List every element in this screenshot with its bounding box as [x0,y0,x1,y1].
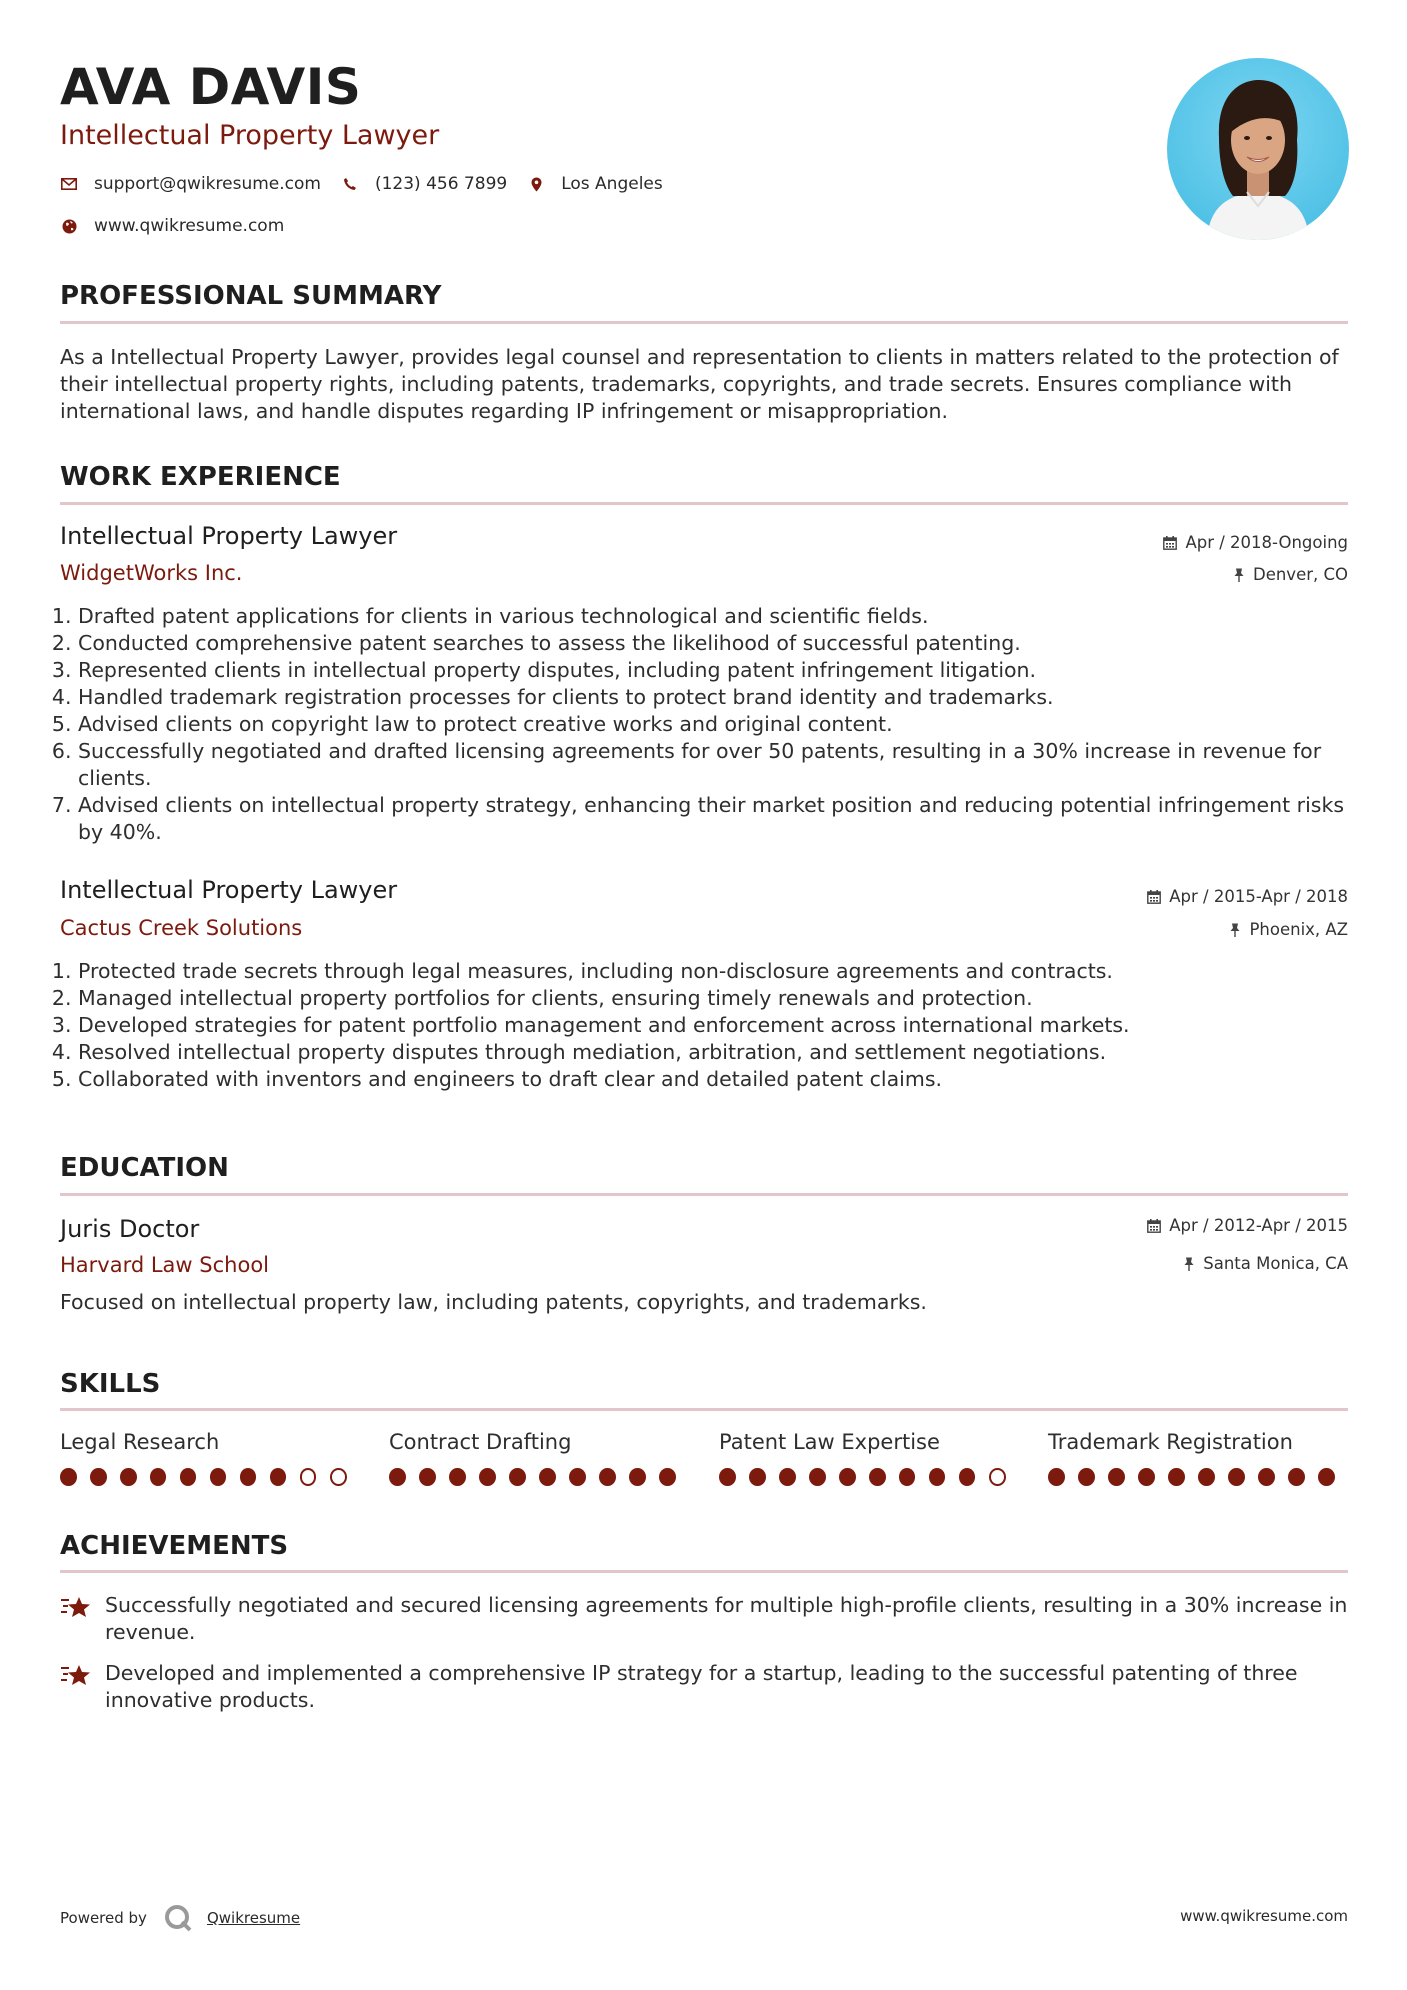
rating-dot-filled [1198,1468,1215,1486]
job-dates [1163,533,1348,552]
pushpin-icon [1183,1257,1195,1271]
rating-dot-empty [989,1468,1006,1486]
rating-dot-filled [1138,1468,1155,1486]
rating-dot-filled [210,1468,227,1486]
job-title: Intellectual Property Lawyer [60,522,398,550]
company-name: Cactus Creek Solutions [60,916,303,940]
list-item: 3. Represented clients in intellectual property disputes, including patent infringement litigation. [78,657,1348,684]
list-item: 7. Advised clients on intellectual property strategy, enhancing their market position and reducing potential infringement risks by 40%. [78,792,1348,846]
contact-phone[interactable] [341,174,507,194]
skills-heading: SKILLS [60,1369,161,1399]
rating-dot-filled [749,1468,766,1486]
rating-dot-filled [869,1468,886,1486]
skill-item [1048,1430,1348,1486]
degree-title: Juris Doctor [60,1215,200,1243]
achievement-item [60,1660,1348,1714]
contact-email[interactable] [60,174,321,194]
achievement-text: Developed and implemented a comprehensive IP strategy for a startup, leading to the successful patenting of three innovative products. [105,1661,1298,1712]
rating-dot-filled [60,1468,77,1486]
rating-dot-filled [150,1468,167,1486]
skill-item [719,1430,1019,1486]
star-icon [60,1660,105,1714]
phone-icon [341,175,359,193]
footer-powered [60,1903,300,1933]
rating-dot-filled [629,1468,646,1486]
rating-dot-empty [300,1468,317,1486]
rating-dot-filled [899,1468,916,1486]
education-description: Focused on intellectual property law, including patents, copyrights, and trademarks. [60,1290,927,1314]
rating-dot-filled [509,1468,526,1486]
job-dates-text: Apr / 2018-Ongoing [1185,533,1348,552]
education-location [1183,1254,1348,1273]
school-name: Harvard Law School [60,1253,269,1277]
candidate-title: Intellectual Property Lawyer [60,120,440,151]
calendar-icon [1147,1219,1161,1233]
star-icon [60,1592,105,1646]
rating-dot-filled [419,1468,436,1486]
list-item: 2. Managed intellectual property portfolios for clients, ensuring timely renewals and protection. [78,985,1348,1012]
skill-name: Legal Research [60,1430,220,1454]
education-location-text: Santa Monica, CA [1203,1254,1348,1273]
achievement-item [60,1592,1348,1646]
globe-icon [60,217,78,235]
contact-location [527,174,663,194]
rating-dot-filled [90,1468,107,1486]
rating-dot-filled [779,1468,796,1486]
phone-text: (123) 456 7899 [374,174,508,194]
website-row [60,216,304,236]
rating-dot-filled [1288,1468,1305,1486]
education-dates [1147,1216,1348,1235]
list-item: 5. Advised clients on copyright law to protect creative works and original content. [78,711,1348,738]
rating-dot-filled [389,1468,406,1486]
list-item: 4. Resolved intellectual property disputes through mediation, arbitration, and settlement negotiations. [78,1039,1348,1066]
rating-dot-filled [240,1468,257,1486]
website-text: www.qwikresume.com [94,216,285,236]
skill-rating [389,1468,689,1486]
rating-dot-filled [180,1468,197,1486]
achievements-heading: ACHIEVEMENTS [60,1531,289,1561]
list-item: 5. Collaborated with inventors and engineers to draft clear and detailed patent claims. [78,1066,1348,1093]
rating-dot-filled [1078,1468,1095,1486]
rating-dot-filled [929,1468,946,1486]
rating-dot-filled [539,1468,556,1486]
calendar-icon [1147,890,1161,904]
skill-name: Contract Drafting [389,1430,572,1454]
calendar-icon [1163,536,1177,550]
rating-dot-filled [659,1468,676,1486]
skill-item [389,1430,689,1486]
brand-link[interactable]: Qwikresume [206,1909,301,1927]
job-bullets [60,958,1348,1093]
rating-dot-filled [270,1468,287,1486]
skill-rating [719,1468,1019,1486]
rating-dot-filled [1108,1468,1125,1486]
candidate-name: AVA DAVIS [60,58,362,116]
rating-dot-filled [809,1468,826,1486]
profile-photo [1167,58,1349,240]
skill-name: Patent Law Expertise [719,1430,940,1454]
rating-dot-filled [839,1468,856,1486]
rating-dot-filled [479,1468,496,1486]
map-pin-icon [527,175,545,193]
qwikresume-logo-icon [163,1903,193,1933]
list-item: 4. Handled trademark registration processes for clients to protect brand identity and trademarks. [78,684,1348,711]
list-item: 3. Developed strategies for patent portfolio management and enforcement across international markets. [78,1012,1348,1039]
section-divider [60,1570,1348,1573]
list-item: 2. Conducted comprehensive patent searches to assess the likelihood of successful patenting. [78,630,1348,657]
skill-name: Trademark Registration [1048,1430,1293,1454]
education-heading: EDUCATION [60,1153,229,1183]
job-location [1229,920,1348,939]
education-dates-text: Apr / 2012-Apr / 2015 [1169,1216,1348,1235]
rating-dot-filled [719,1468,736,1486]
powered-by-text: Powered by [60,1909,147,1927]
summary-text: As a Intellectual Property Lawyer, provides legal counsel and representation to clients in matters related to the protection of their intellectual property rights, including patents, trademarks, copyrights, and trade secrets. Ensures compliance with international laws, and handle disputes regarding IP infringement or misappropriation. [60,345,1339,423]
rating-dot-empty [330,1468,347,1486]
experience-heading: WORK EXPERIENCE [60,462,341,492]
contact-website[interactable] [60,216,284,236]
section-divider [60,1408,1348,1411]
section-divider [60,502,1348,505]
rating-dot-filled [1048,1468,1065,1486]
rating-dot-filled [1168,1468,1185,1486]
summary-heading: PROFESSIONAL SUMMARY [60,281,442,311]
email-text: support@qwikresume.com [94,174,321,194]
skill-item [60,1430,360,1486]
rating-dot-filled [1228,1468,1245,1486]
skill-rating [1048,1468,1348,1486]
list-item: 1. Drafted patent applications for clients in various technological and scientific fields. [78,603,1348,630]
section-divider [60,321,1348,324]
job-dates-text: Apr / 2015-Apr / 2018 [1169,887,1348,906]
rating-dot-filled [449,1468,466,1486]
footer-site[interactable]: www.qwikresume.com [1180,1907,1348,1925]
achievement-text: Successfully negotiated and secured licensing agreements for multiple high-profile clients, resulting in a 30% increase in revenue. [105,1593,1348,1644]
location-text: Los Angeles [561,174,663,194]
contact-row [60,174,683,194]
job-title: Intellectual Property Lawyer [60,876,398,904]
list-item: 6. Successfully negotiated and drafted licensing agreements for over 50 patents, resulting in a 30% increase in revenue for clients. [78,738,1348,792]
skill-rating [60,1468,360,1486]
job-dates [1147,887,1348,906]
rating-dot-filled [599,1468,616,1486]
list-item: 1. Protected trade secrets through legal measures, including non-disclosure agreements and contracts. [78,958,1348,985]
pushpin-icon [1229,923,1241,937]
section-divider [60,1193,1348,1196]
job-location-text: Phoenix, AZ [1249,920,1348,939]
job-bullets [60,603,1348,846]
rating-dot-filled [1258,1468,1275,1486]
company-name: WidgetWorks Inc. [60,561,243,585]
job-location [1233,565,1348,584]
rating-dot-filled [569,1468,586,1486]
pushpin-icon [1233,568,1245,582]
job-location-text: Denver, CO [1252,565,1348,584]
rating-dot-filled [959,1468,976,1486]
rating-dot-filled [1318,1468,1335,1486]
rating-dot-filled [120,1468,137,1486]
envelope-icon [60,175,78,193]
